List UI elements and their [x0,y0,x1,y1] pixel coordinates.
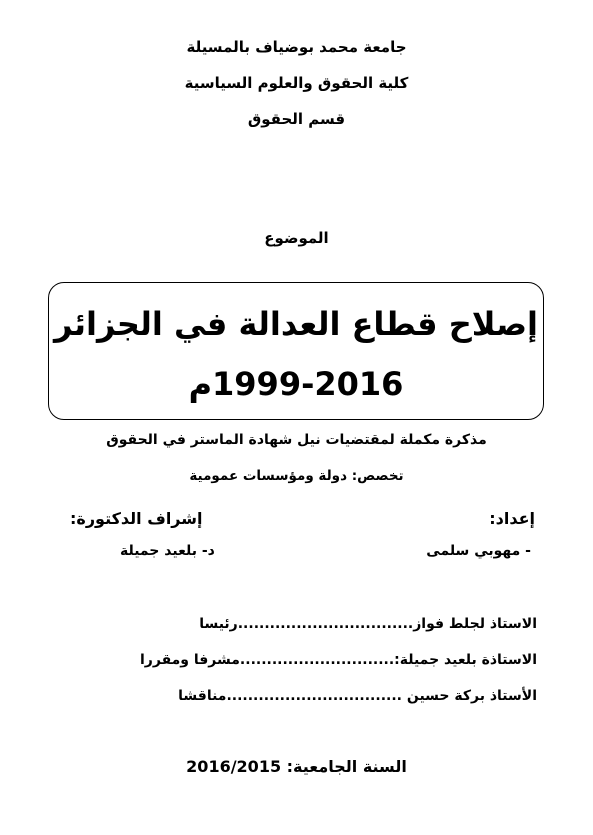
memo-description: مذكرة مكملة لمقتضيات نيل شهادة الماستر في الحقوق [106,432,487,448]
student-name: - مهوبي سلمى [426,543,531,559]
faculty-name: كلية الحقوق والعلوم السياسية [184,74,409,92]
department-name: قسم الحقوق [247,110,346,128]
subject-label: الموضوع [264,229,329,247]
thesis-title: إصلاح قطاع العدالة في الجزائر [54,305,538,343]
jury-member-supervisor: الاستاذة بلعيد جميلة:.............................مشرفا ومقررا [140,652,537,668]
jury-member-president: الاستاذ لجلط فواز.................................رئيسا [199,616,537,632]
thesis-years: 1999-2016م [188,365,404,403]
prepared-by-label: إعداد: [489,509,535,528]
academic-year: السنة الجامعية: 2016/2015 [186,757,407,776]
university-name: جامعة محمد بوضياف بالمسيلة [186,38,407,56]
specialization: تخصص: دولة ومؤسسات عمومية [189,468,404,484]
supervision-label: إشراف الدكتورة: [70,509,203,528]
supervisor-name: د- بلعيد جميلة [120,543,215,559]
jury-member-examiner: الأستاذ بركة حسين .................................مناقشا [178,688,537,704]
